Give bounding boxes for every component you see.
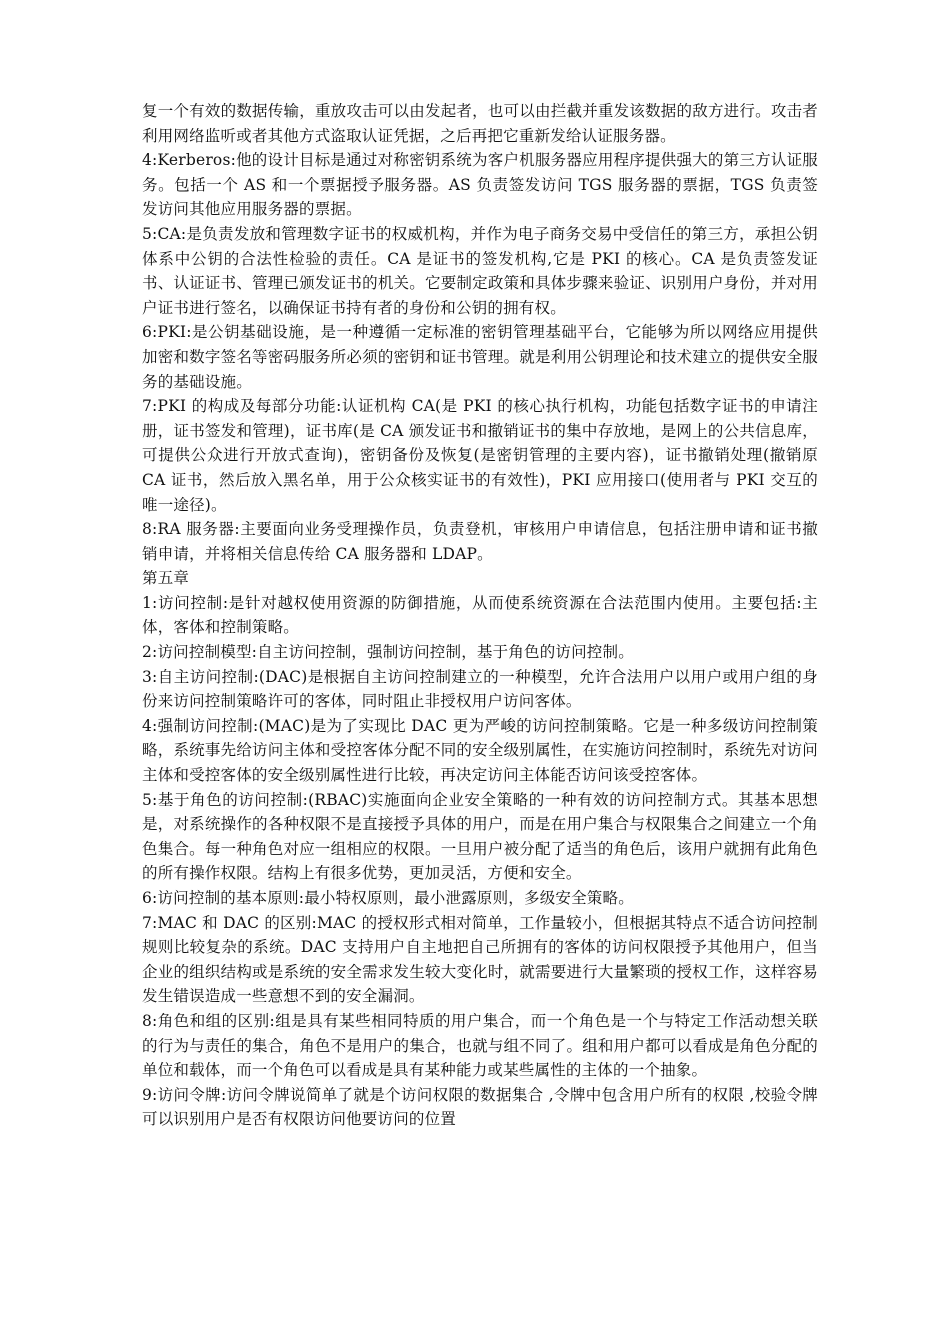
paragraph-access-token: 9:访问令牌:访问令牌说简单了就是个访问权限的数据集合 ,令牌中包含用户所有的权限 ,校验令牌可以识别用户是否有权限访问他要访问的位置 [142, 1085, 818, 1129]
paragraph-pki: 6:PKI:是公钥基础设施，是一种遵循一定标准的密钥管理基础平台，它能够为所以网络应用提供加密和数字签名等密码服务所必须的密钥和证书管理。就是利用公钥理论和技术建立的提供安全服务的基础设施。 [142, 323, 818, 391]
paragraph-dac: 3:自主访问控制:(DAC)是根据自主访问控制建立的一种模型，允许合法用户以用户或用户组的身份来访问控制策略许可的客体，同时阻止非授权用户访问客体。 [142, 667, 818, 711]
paragraph-ca: 5:CA:是负责发放和管理数字证书的权威机构，并作为电子商务交易中受信任的第三方，承担公钥体系中公钥的合法性检验的责任。CA 是证书的签发机构,它是 PKI 的核心。CA 是负责签发证书、认证证书、管理已颁发证书的机关。它要制定政策和具体步骤来验证、识别用户身份，并对用户证书进行签名，以确保证书持有者的身份和公钥的拥有权。 [142, 224, 818, 317]
paragraph-pki-components: 7:PKI 的构成及每部分功能:认证机构 CA(是 PKI 的核心执行机构，功能包括数字证书的申请注册，证书签发和管理)，证书库(是 CA 颁发证书和撤销证书的集中存放地，是网上的公共信息库，可提供公众进行开放式查询)，密钥备份及恢复(是密钥管理的主要内容)，证书撤销处理(撤销原 CA 证书，然后放入黑名单，用于公众核实证书的有效性)，PKI 应用接口(使用者与 PKI 交互的唯一途径)。 [142, 397, 818, 514]
paragraph-role-vs-group: 8:角色和组的区别:组是具有某些相同特质的用户集合，而一个角色是一个与特定工作活动想关联的行为与责任的集合，角色不是用户的集合，也就与组不同了。组和用户都可以看成是角色分配的单位和载体，而一个角色可以看成是具有某种能力或某些属性的主体的一个抽象。 [142, 1011, 818, 1080]
paragraph-mac-vs-dac: 7:MAC 和 DAC 的区别:MAC 的授权形式相对简单，工作量较小，但根据其特点不适合访问控制规则比较复杂的系统。DAC 支持用户自主地把自己所拥有的客体的访问权限授予其他用户，但当企业的组织结构或是系统的安全需求发生较大变化时，就需要进行大量繁琐的授权工作，这样容易发生错误造成一些意想不到的安全漏洞。 [142, 913, 818, 1006]
paragraph-ra-server: 8:RA 服务器:主要面向业务受理操作员，负责登机，审核用户申请信息，包括注册申请和证书撤销申请，并将相关信息传给 CA 服务器和 LDAP。 [142, 520, 818, 563]
paragraph-basic-principles: 6:访问控制的基本原则:最小特权原则，最小泄露原则，多级安全策略。 [142, 889, 634, 907]
paragraph-mac: 4:强制访问控制:(MAC)是为了实现比 DAC 更为严峻的访问控制策略。它是一种多级访问控制策略，系统事先给访问主体和受控客体分配不同的安全级别属性，在实施访问控制时，系统先对访问主体和受控客体的安全级别属性进行比较，再决定访问主体能否访问该受控客体。 [142, 716, 818, 785]
paragraph-access-control: 1:访问控制:是针对越权使用资源的防御措施，从而使系统资源在合法范围内使用。主要包括:主体，客体和控制策略。 [142, 593, 818, 637]
document-body [142, 99, 818, 1132]
paragraph-access-control-models: 2:访问控制模型:自主访问控制，强制访问控制，基于角色的访问控制。 [142, 643, 634, 662]
paragraph-rbac: 5:基于角色的访问控制:(RBAC)实施面向企业安全策略的一种有效的访问控制方式。其基本思想是，对系统操作的各种权限不是直接授予具体的用户，而是在用户集合与权限集合之间建立一个角色集合。每一种角色对应一组相应的权限。一旦用户被分配了适当的角色后，该用户就拥有此角色的所有操作权限。结构上有很多优势，更加灵活，方便和安全。 [142, 790, 818, 883]
chapter-heading: 第五章 [142, 569, 190, 588]
paragraph-kerberos: 4:Kerberos:他的设计目标是通过对称密钥系统为客户机服务器应用程序提供强大的第三方认证服务。包括一个 AS 和一个票据授予服务器。AS 负责签发访问 TGS 服务器的票据，TGS 负责签发访问其他应用服务器的票据。 [142, 151, 818, 219]
paragraph-replay-attack: 复一个有效的数据传输，重放攻击可以由发起者，也可以由拦截并重发该数据的敌方进行。攻击者利用网络监听或者其他方式盗取认证凭据，之后再把它重新发给认证服务器。 [142, 102, 818, 145]
